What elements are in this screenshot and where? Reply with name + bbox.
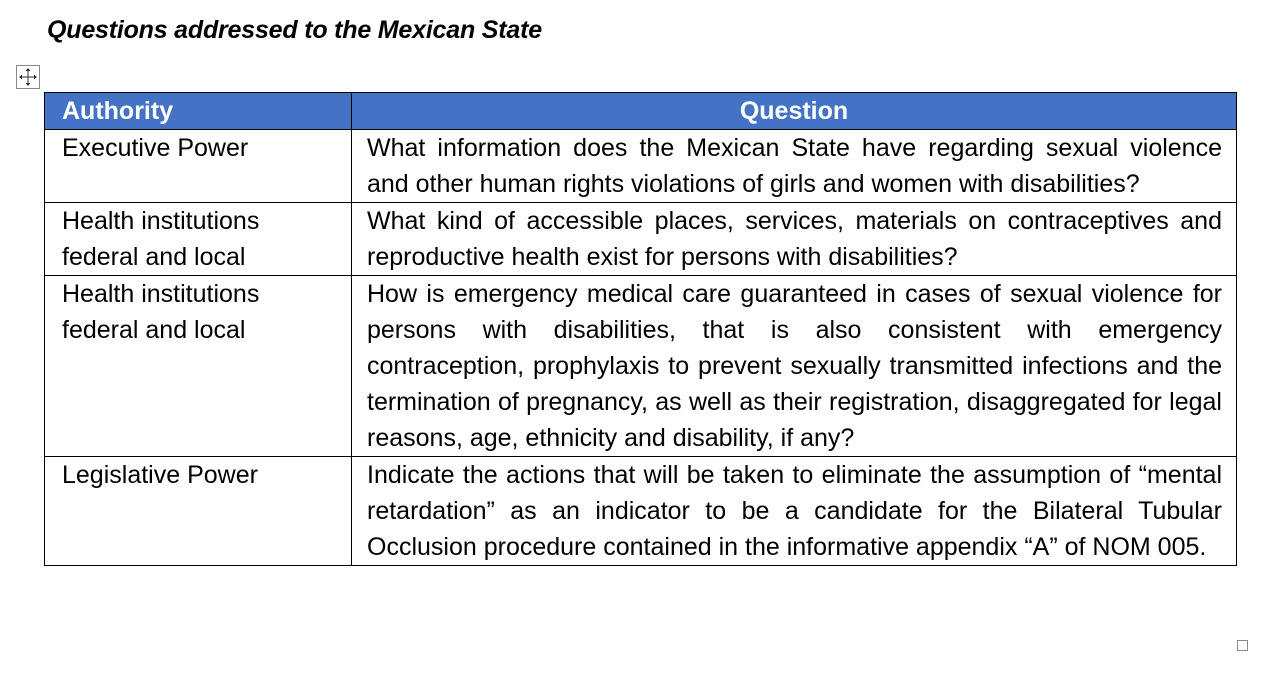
table-move-handle[interactable] <box>16 65 40 89</box>
question-cell: Indicate the actions that will be taken to eliminate the assumption of “mental retardation” as an indicator to be a candidate for the Bilateral Tubular Occlusion procedure contained in the informative appendix “A” of NOM 005. <box>352 457 1237 566</box>
table-row <box>45 457 1237 566</box>
authority-cell: Executive Power <box>45 130 352 203</box>
table-row <box>45 276 1237 457</box>
column-header-question: Question <box>352 93 1237 130</box>
question-cell: What information does the Mexican State have regarding sexual violence and other human rights violations of girls and women with disabilities? <box>352 130 1237 203</box>
move-arrows-icon <box>17 66 39 88</box>
table-resize-handle[interactable] <box>1237 640 1248 651</box>
column-header-authority: Authority <box>45 93 352 130</box>
table-row <box>45 203 1237 276</box>
table-row <box>45 130 1237 203</box>
question-cell: How is emergency medical care guaranteed in cases of sexual violence for persons with disabilities, that is also consistent with emergency contraception, prophylaxis to prevent sexually transmitted infections and the termination of pregnancy, as well as their registration, disaggregated for legal reasons, age, ethnicity and disability, if any? <box>352 276 1237 457</box>
questions-table <box>44 92 1237 566</box>
document-title: Questions addressed to the Mexican State <box>47 16 542 44</box>
table-header-row <box>45 93 1237 130</box>
authority-cell: Health institutions federal and local <box>45 276 352 457</box>
authority-cell: Health institutions federal and local <box>45 203 352 276</box>
authority-cell: Legislative Power <box>45 457 352 566</box>
question-cell: What kind of accessible places, services, materials on contraceptives and reproductive health exist for persons with disabilities? <box>352 203 1237 276</box>
